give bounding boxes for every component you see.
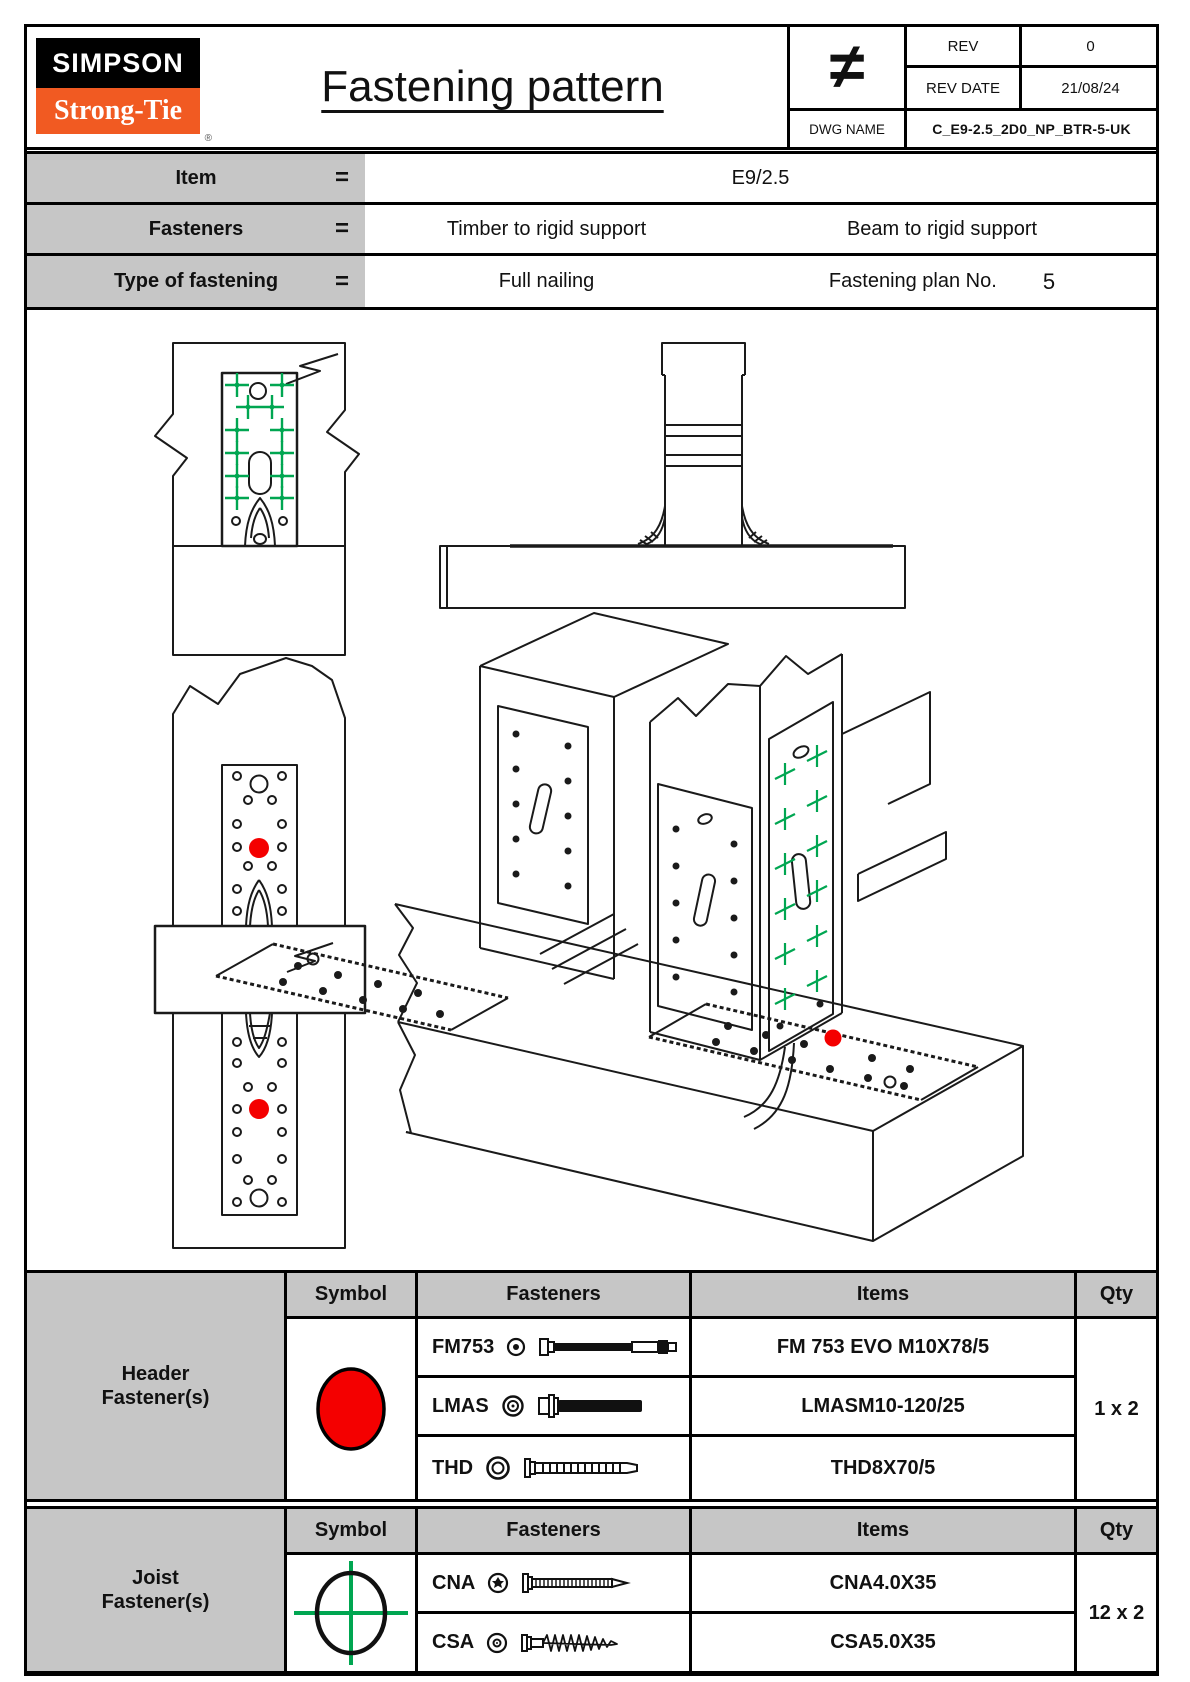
spec-plan-cell bbox=[728, 253, 1159, 310]
plan-view-joist-plate bbox=[155, 658, 365, 1248]
lmas-bolt-icon bbox=[537, 1393, 667, 1419]
fastener-row-lmas bbox=[418, 1378, 689, 1434]
rev-label: REV bbox=[947, 37, 979, 55]
item-thd: THD8X70/5 bbox=[692, 1437, 1074, 1499]
red-circle-symbol bbox=[301, 1354, 401, 1464]
serrated-plate-edge bbox=[649, 1004, 978, 1100]
joist-fastener-symbol-cell bbox=[287, 1555, 415, 1671]
header-fasteners-row-label bbox=[27, 1273, 284, 1499]
spec-fasteners-label-text: Fasteners bbox=[148, 217, 244, 240]
ring-head-icon bbox=[484, 1454, 512, 1482]
simpson-strongtie-logo bbox=[36, 38, 212, 144]
column-header-symbol: Symbol bbox=[287, 1509, 415, 1552]
back-plate-holes bbox=[513, 731, 572, 890]
item-csa: CSA5.0X35 bbox=[692, 1614, 1074, 1671]
spec-item-label-text: Item bbox=[175, 166, 217, 189]
spec-type-value: Full nailing bbox=[365, 253, 731, 310]
fastener-row-csa bbox=[418, 1614, 689, 1671]
column-header-qty: Qty bbox=[1077, 1509, 1156, 1552]
joist-fasteners-qty: 12 x 2 bbox=[1077, 1555, 1156, 1671]
side-view-post-on-beam bbox=[440, 343, 905, 608]
spec-fasteners-left: Timber to rigid support bbox=[365, 202, 731, 256]
washer-head-icon bbox=[505, 1336, 527, 1358]
double-washer-head-icon bbox=[500, 1393, 526, 1419]
equals-sign: = bbox=[334, 267, 349, 295]
green-crosshair-symbol bbox=[290, 1557, 412, 1669]
page-title: Fastening pattern bbox=[321, 62, 664, 111]
spec-fasteners-label bbox=[24, 202, 368, 256]
equals-sign: = bbox=[334, 164, 349, 191]
cna-nail-head-icon bbox=[486, 1571, 510, 1595]
joist-fastener-crosshairs-front bbox=[225, 373, 294, 510]
joist-fastener-crosshairs-iso bbox=[775, 745, 827, 1010]
fastening-plan-label: Fastening plan No. bbox=[828, 270, 997, 292]
titleblock-divider bbox=[24, 147, 1159, 150]
column-header-fasteners: Fasteners bbox=[418, 1273, 689, 1316]
csa-screw-icon bbox=[520, 1631, 650, 1655]
item-cna: CNA4.0X35 bbox=[692, 1555, 1074, 1611]
logo-simpson-text: SIMPSON bbox=[36, 38, 200, 88]
joist-fasteners-table bbox=[24, 1506, 1159, 1676]
spec-item-value: E9/2.5 bbox=[365, 151, 1159, 205]
rev-date-label: REV DATE bbox=[926, 79, 1000, 97]
thd-screw-icon bbox=[523, 1455, 663, 1481]
row-label-line1: Joist bbox=[132, 1567, 179, 1589]
csa-screw-head-icon bbox=[485, 1631, 509, 1655]
column-header-items: Items bbox=[692, 1509, 1074, 1552]
joist-fasteners-row-label bbox=[27, 1509, 284, 1671]
fm753-bolt-icon bbox=[538, 1335, 688, 1359]
column-header-items: Items bbox=[692, 1273, 1074, 1316]
row-label-line2: Fastener(s) bbox=[101, 1591, 210, 1613]
fastener-code: CNA bbox=[432, 1571, 476, 1594]
header-fastener-symbol-cell bbox=[287, 1319, 415, 1499]
column-header-symbol: Symbol bbox=[287, 1273, 415, 1316]
row-label-line2: Fastener(s) bbox=[101, 1387, 210, 1409]
item-fm753: FM 753 EVO M10X78/5 bbox=[692, 1319, 1074, 1375]
fastener-row-thd bbox=[418, 1437, 689, 1499]
front-view-post-plate bbox=[155, 343, 359, 655]
registered-trademark-icon: ® bbox=[204, 133, 212, 144]
fastener-row-fm753 bbox=[418, 1319, 689, 1375]
logo-strongtie-text: Strong-Tie bbox=[36, 88, 200, 134]
fastener-code: CSA bbox=[432, 1631, 475, 1653]
dwg-name-value: C_E9-2.5_2D0_NP_BTR-5-UK bbox=[932, 121, 1131, 137]
dwg-name-label: DWG NAME bbox=[809, 121, 885, 137]
fastener-code: LMAS bbox=[432, 1394, 489, 1417]
beam-break-edge bbox=[395, 904, 417, 1133]
post-left-plate-holes bbox=[673, 826, 738, 996]
spec-item-label bbox=[24, 151, 368, 205]
fastener-code: THD bbox=[432, 1456, 474, 1479]
header-fasteners-qty: 1 x 2 bbox=[1077, 1319, 1156, 1499]
header-fastener-dot bbox=[249, 838, 269, 858]
break-mark bbox=[286, 354, 338, 384]
cna-nail-icon bbox=[521, 1571, 651, 1595]
post-break-edge bbox=[650, 654, 842, 722]
spec-type-label-text: Type of fastening bbox=[113, 270, 279, 292]
fastening-pattern-drawing bbox=[28, 314, 1159, 1266]
equals-sign: = bbox=[334, 215, 349, 242]
not-equal-stamp-icon: ≠ bbox=[829, 30, 865, 102]
item-lmas: LMASM10-120/25 bbox=[692, 1378, 1074, 1434]
spec-type-label bbox=[24, 253, 368, 310]
fastening-plan-number: 5 bbox=[1042, 268, 1056, 294]
row-label-line1: Header bbox=[121, 1363, 190, 1385]
column-header-fasteners: Fasteners bbox=[418, 1509, 689, 1552]
header-fastener-dot bbox=[825, 1030, 842, 1047]
fastener-code: FM753 bbox=[432, 1335, 495, 1358]
rev-value: 0 bbox=[1086, 37, 1095, 55]
fastener-row-cna bbox=[418, 1555, 689, 1611]
spec-fasteners-right: Beam to rigid support bbox=[728, 202, 1159, 256]
header-fastener-dot bbox=[249, 1099, 269, 1119]
header-fasteners-table bbox=[24, 1270, 1159, 1502]
column-header-qty: Qty bbox=[1077, 1273, 1156, 1316]
rev-date-value: 21/08/24 bbox=[1061, 79, 1120, 97]
